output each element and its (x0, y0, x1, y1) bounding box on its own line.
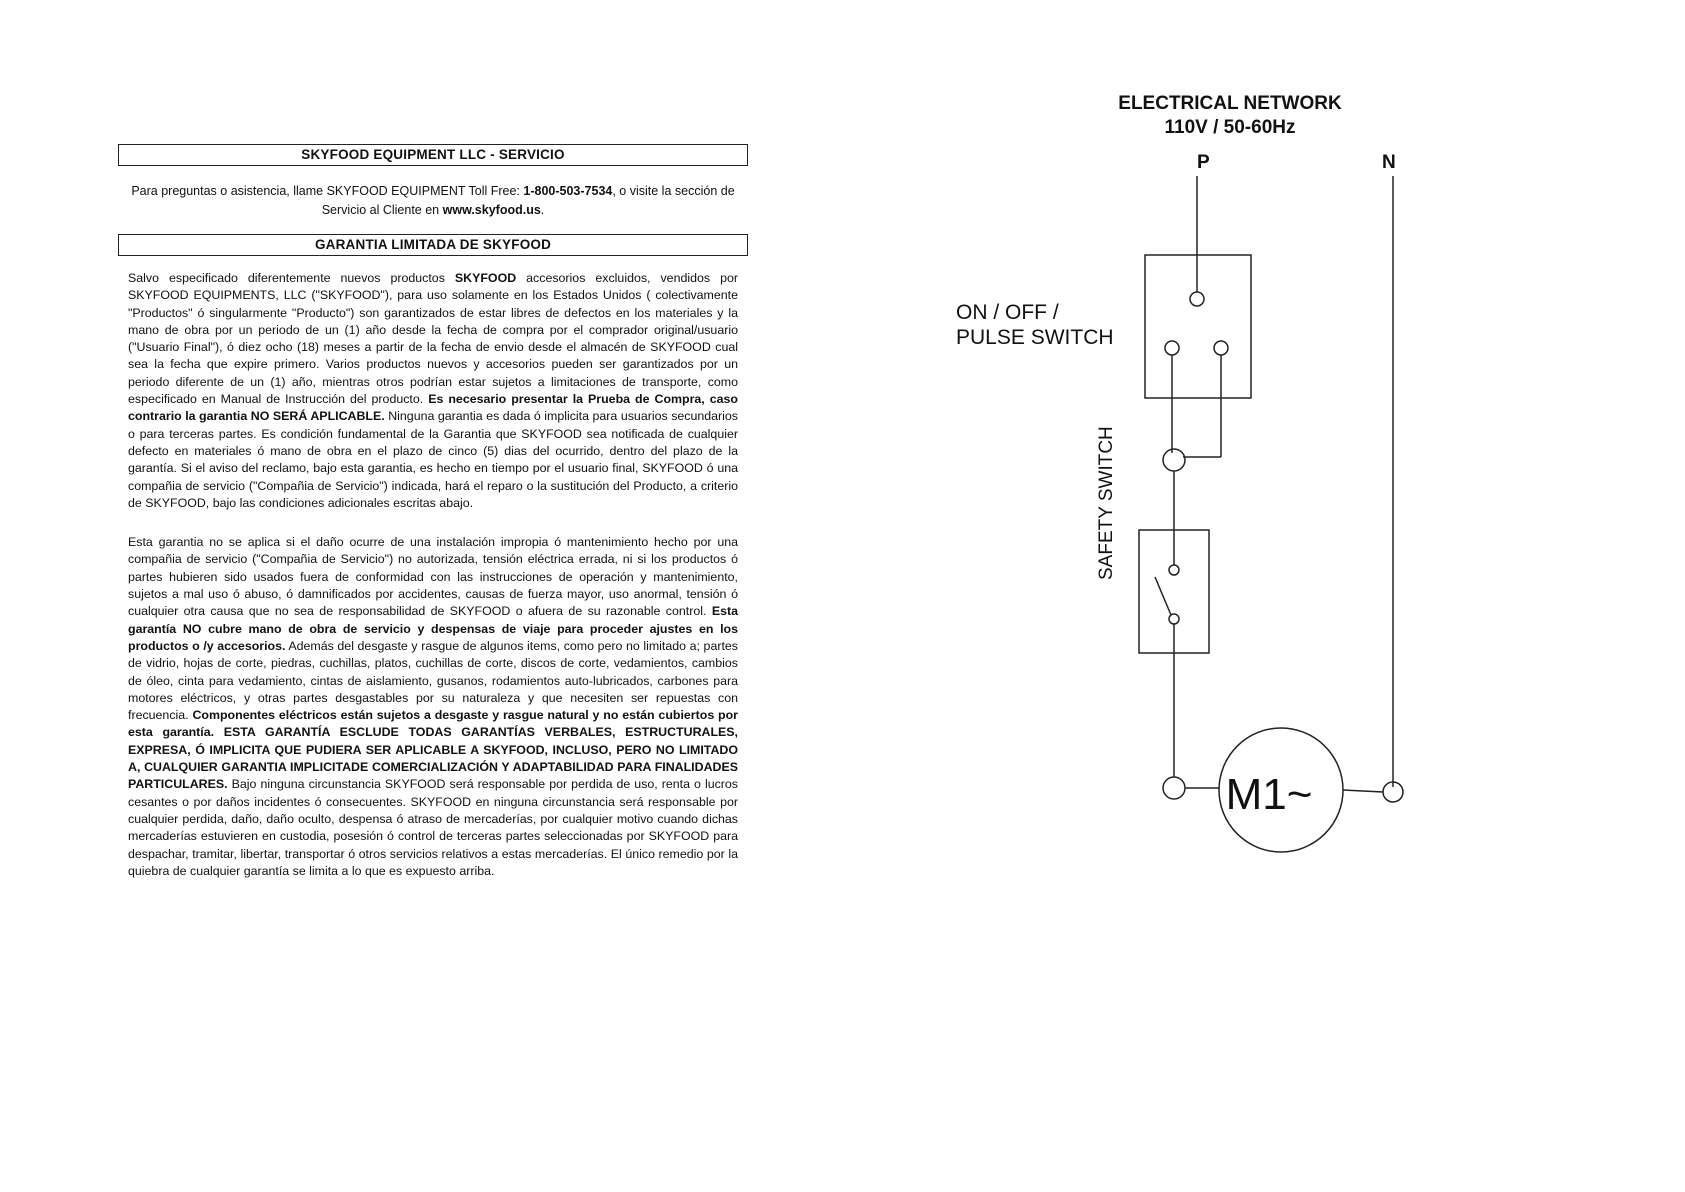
wiring-schematic (900, 80, 1460, 880)
warranty-paragraph-2 (128, 534, 738, 880)
switch-contact-left (1165, 341, 1179, 355)
p2-labor-exclusion: Esta garantía NO cubre mano de obra de servicio y despensas de viaje para proceder ajustes en los productos o /y accesorios. (128, 604, 738, 653)
p2-text-a: Esta garantia no se aplica si el daño ocurre de una instalación impropia ó mantenimiento hecho por una compañia de servicio ("Compañia de Servicio") no autorizada, tensión eléctrica errada, ni si los productos ó partes hubieren sido usados fuera de conformidad con las instrucciones de operación y mantenimiento, sujetos a mal uso ó abuso, ó damnificados por accidentes, causas de fuerza mayor, uso anormal, tensión ó cualquier otra causa que no sea de responsabilidad de SKYFOOD o afuera de su razonable control. (128, 535, 738, 619)
phase-label: P (1197, 152, 1210, 173)
wiring-diagram (900, 80, 1460, 880)
switch-box (1145, 255, 1251, 398)
junction-terminal (1163, 449, 1185, 471)
phone-number: 1-800-503-7534 (523, 184, 613, 198)
warranty-paragraph-1 (128, 270, 738, 512)
safety-contact-top (1169, 565, 1179, 575)
service-title: SKYFOOD EQUIPMENT LLC - SERVICIO (118, 144, 748, 166)
intro-text-1: Para preguntas o asistencia, llame SKYFOOD EQUIPMENT Toll Free: (131, 184, 524, 198)
service-intro (126, 182, 740, 220)
p1-text-c: accesorios excluidos, vendidos por SKYFOOD EQUIPMENTS, LLC ("SKYFOOD"), para uso solamente en los Estados Unidos ( colectivamente "Productos" ó singularmente "Producto") son garantizados de estar libres de defectos en los materiales y la mano de obra por un periodo de un (1) año desde la fecha de compra por el comprador original/usuario ("Usuario Final"), ó diez ocho (18) meses a partir de la fecha de envio desde el almacén de SKYFOOD cual sea la fecha que expire primero. Varios productos nuevos y accesorios pueden ser garantizados por un periodo diferente de un (1) año, mientras otros podrían estar sujetos a limitaciones de transporte, como especificado en Manual de Instrucción del producto. (128, 271, 738, 407)
safety-switch-label: SAFETY SWITCH (1096, 426, 1117, 580)
warranty-page (118, 144, 748, 880)
motor-label: M1~ (1225, 770, 1313, 819)
switch-contact-right (1214, 341, 1228, 355)
neutral-label: N (1382, 152, 1396, 173)
p1-proof-of-purchase: Es necesario presentar la Prueba de Compra, caso contrario la garantia NO SERÁ APLICABLE. (128, 392, 738, 424)
p1-brand: SKYFOOD (454, 271, 517, 285)
network-label (1080, 92, 1380, 140)
switch-label (956, 300, 1114, 350)
p2-exclusions: Componentes eléctricos están sujetos a desgaste y rasgue natural y no están cubiertos por esta garantía. ESTA GARANTÍA ESCLUDE TODAS GARANTÍAS VERBALES, ESTRUCTURALES, EXPRESA, Ó IMPLICITA QUE PUDIERA SER APLICABLE A SKYFOOD, INCLUSO, PERO NO LIMITADO A, CUALQUIER GARANTIA IMPLICITADE COMERCIALIZACIÓN Y ADAPTABILIDAD PARA FINALIDADES PARTICULARES. (128, 708, 738, 792)
switch-label-line1: ON / OFF / (956, 301, 1059, 324)
motor-terminal-left (1163, 777, 1185, 799)
switch-label-line2: PULSE SWITCH (956, 326, 1114, 349)
p1-text-a: Salvo especificado diferentemente nuevos productos (128, 271, 455, 285)
website-link[interactable]: www.skyfood.us (442, 203, 541, 217)
p1-text-e: Ninguna garantia es dada ó implicita para usuarios secundarios o para terceras partes. Es condición fundamental de la Garantia que SKYFOOD sea notificada de cualquier defecto en materiales ó mano de obra en el plazo de cinco (5) dias del ocurrido, dentro del plazo de la garantía. Si el aviso del reclamo, bajo esta garantia, es hecho en tiempo por el usuario final, SKYFOOD ó una compañia de servicio ("Compañia de Servicio") indicada, hará el reparo o la sustitución del Producto, a criterio de SKYFOOD, bajo las condiciones adicionales escritas abajo. (128, 409, 739, 510)
safety-switch-blade (1155, 577, 1171, 615)
warranty-title: GARANTIA LIMITADA DE SKYFOOD (118, 234, 748, 256)
intro-text-3: . (540, 203, 545, 217)
p2-text-c: Además del desgaste y rasgue de algunos items, como pero no limitado a; partes de vidrio, hojas de corte, piedras, cuchillas, platos, cuchillas de corte, discos de corte, vedamientos, cambios de óleo, cinta para vedamiento, cintas de aislamiento, gusanos, rodamientos auto-lubricados, carbones para motores eléctricos, y otras partes desgastables por su naturaleza y que necesiten ser repuestas con frecuencia. (128, 638, 738, 723)
network-label-line1: ELECTRICAL NETWORK (1118, 93, 1342, 114)
network-label-line2: 110V / 50-60Hz (1164, 117, 1296, 138)
p2-text-e: Bajo ninguna circunstancia SKYFOOD será responsable por perdida de uso, renta o lucros cesantes o por daños incidentes ó consecuentes. SKYFOOD en ninguna circunstancia será responsable por cualquier perdida, daño, daño oculto, despensa ó atraso de mercaderías, por cualquier motivo cuando dichas mercaderías estuvieren en custodia, posesión ó control de terceras partes seleccionadas por SKYFOOD para despachar, tramitar, libertar, transportar ó otros servicios relativos a estas mercaderías. El único remedio por la quiebra de cualquier garantía se limita a lo que es expuesto arriba. (128, 777, 738, 878)
intro-text-2: , o visite la sección de Servicio al Cliente en (321, 184, 735, 217)
switch-contact-top (1190, 292, 1204, 306)
safety-contact-bottom (1169, 614, 1179, 624)
